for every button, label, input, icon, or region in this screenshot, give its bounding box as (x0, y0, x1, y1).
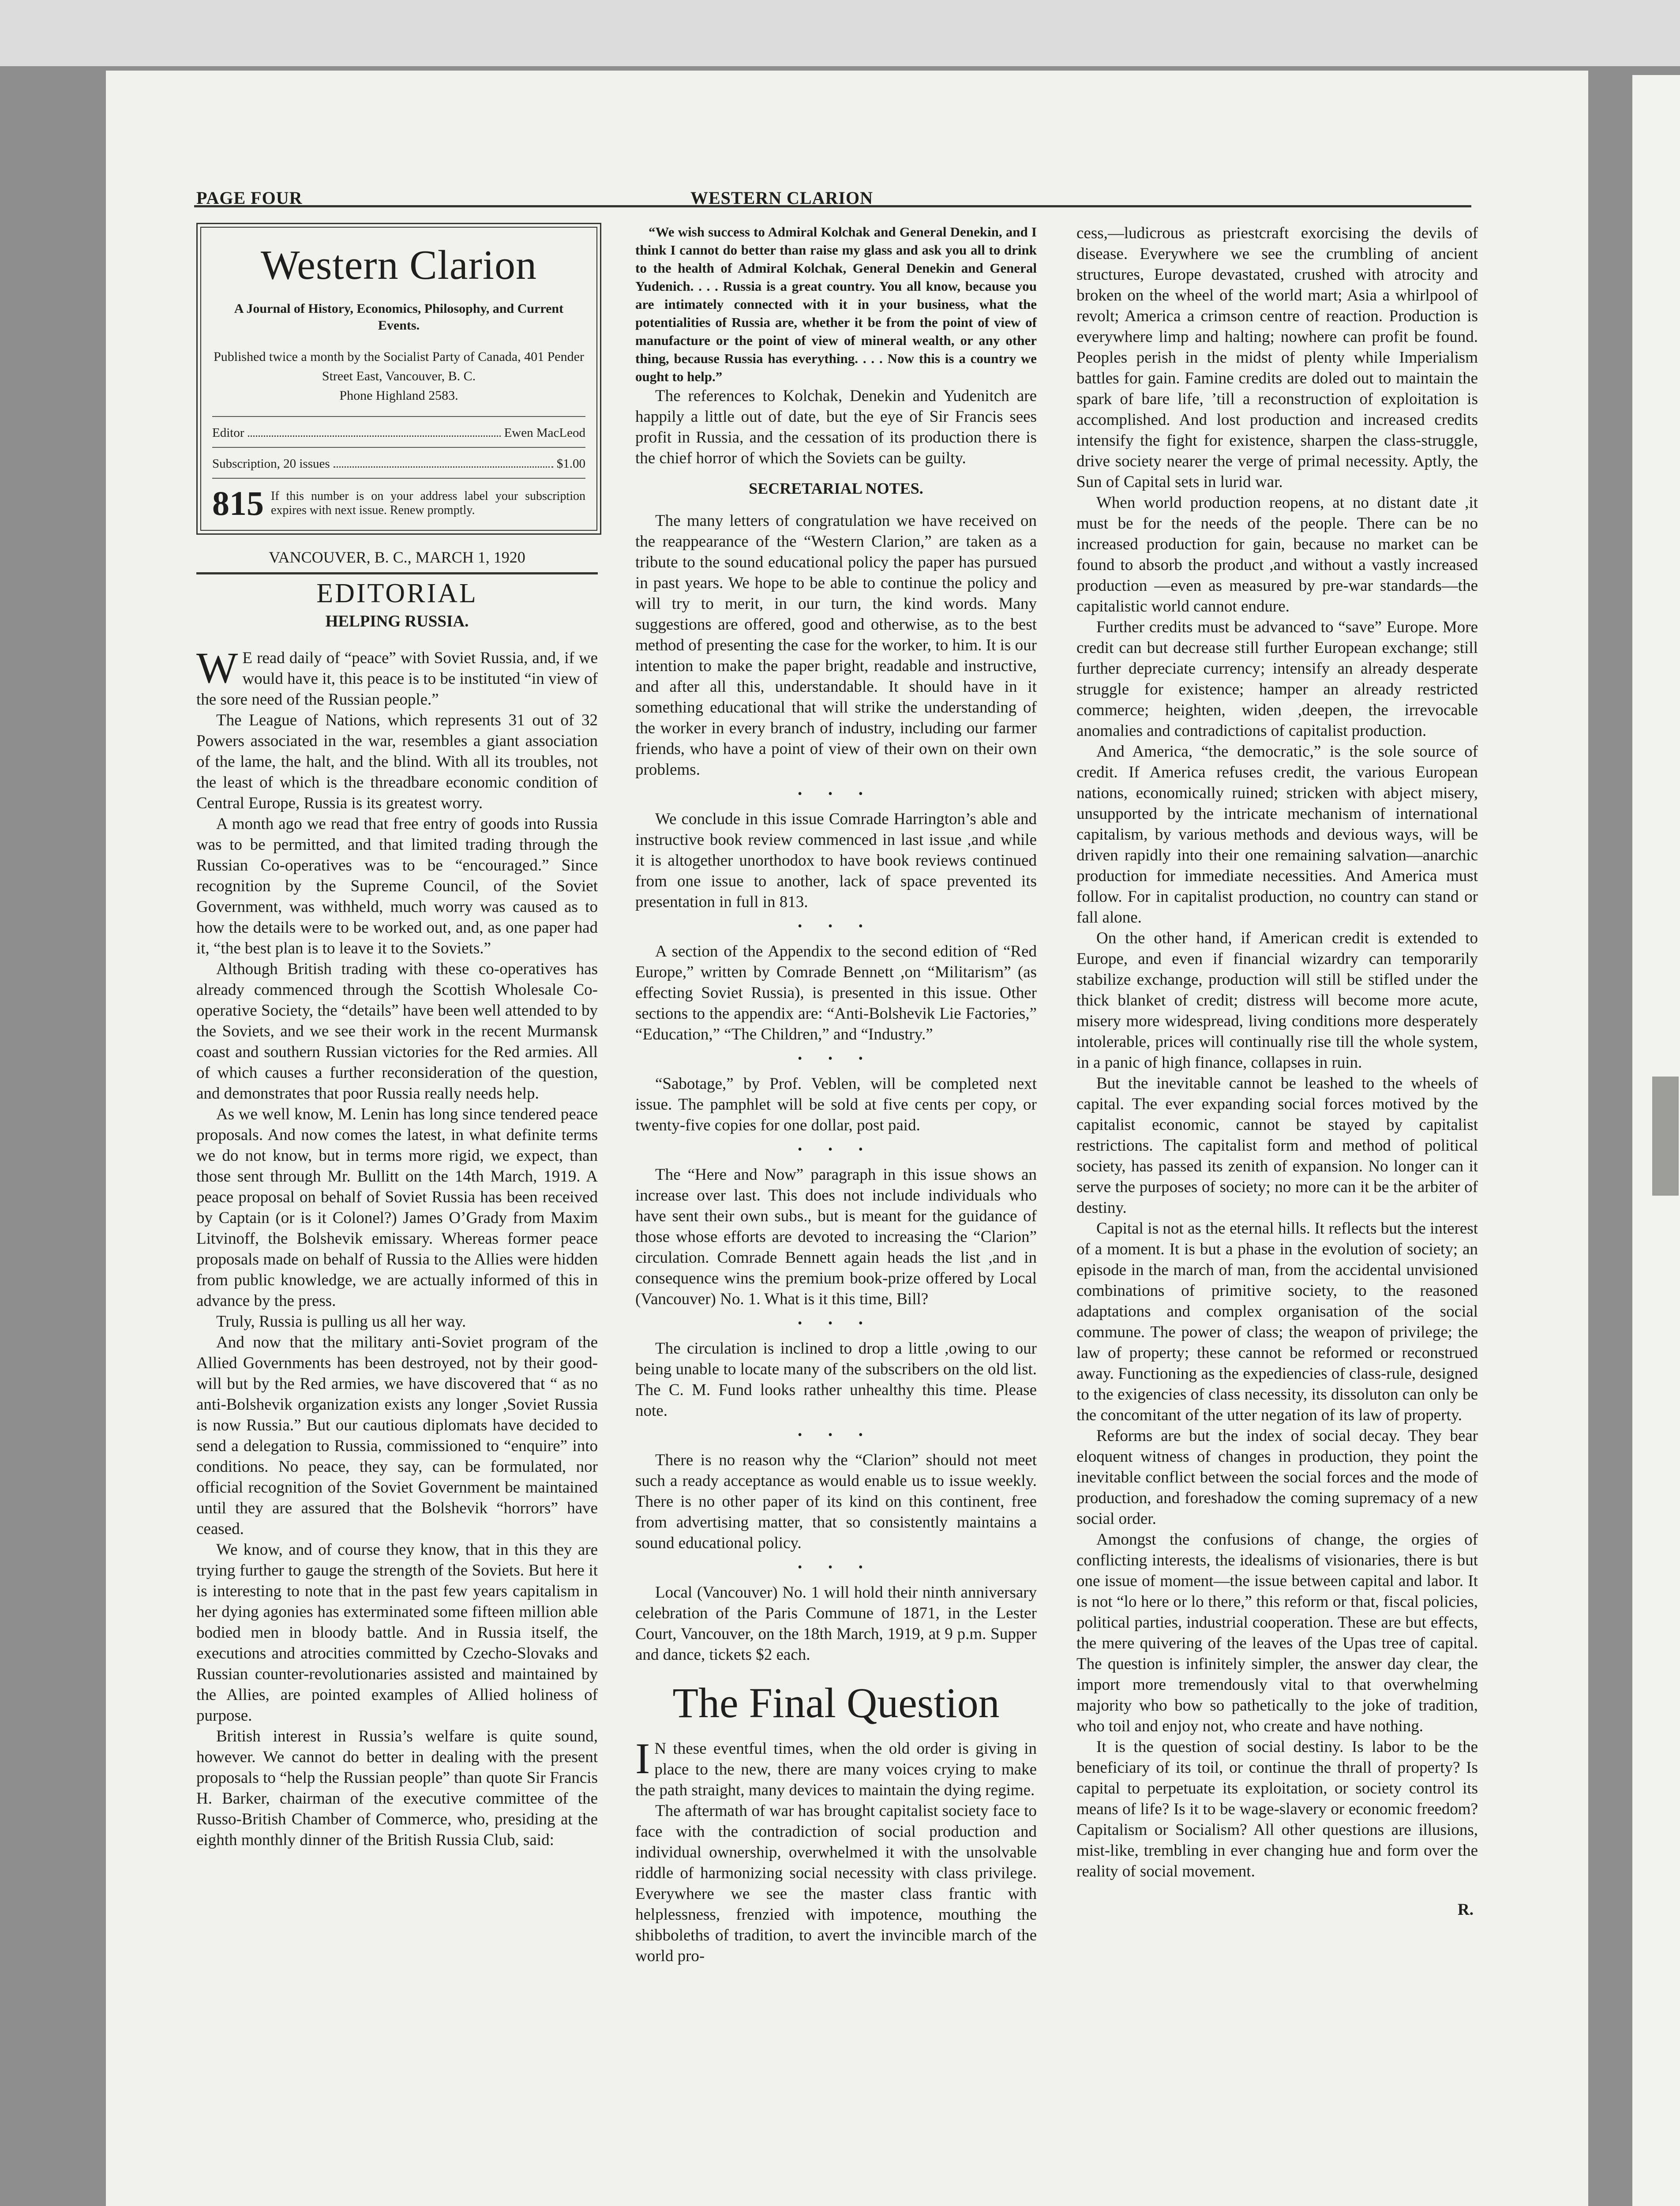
masthead-divider (212, 416, 585, 417)
final-question-paragraph: But the inevitable cannot be leashed to the wheels of capital. The ever expanding social forces motived by the capitalist economic, cannot be stayed by capitalist restrictions. The capitalist form and method of political society, has passed its zenith of expansion. No longer can it serve the purposes of society; no more can it be the arbiter of destiny. (1076, 1074, 1478, 1217)
final-question-paragraph: The aftermath of war has brought capitalist society face to face with the contradiction of social production and individual ownership, overwhelmed it with the unsolvable riddle of harmonizing social necessity with class privilege. Everywhere we see the master class frantic with helplessness, frenzied with impotence, mouthing the shibboleths of tradition, to avert the invincible march of the world pro- (635, 1802, 1037, 1965)
leader-dots (334, 458, 553, 468)
drop-cap: I (635, 1734, 650, 1783)
quote-text: “We wish success to Admiral Kolchak and General Denekin, and I think I cannot do better than raise my glass and ask you all to drink to the health of Admiral Kolchak, General Denekin and General Yudenich. . . . Russia is a great country. You all know, because you are intimately connected with it in your business, what the potentialities of Russia are, whether it be from the point of view of manufacture or the point of view of mineral wealth, or any other thing, because Russia has everything. . . . Now this is a country we ought to help.” (635, 224, 1037, 384)
masthead-subtitle: A Journal of History, Economics, Philosophy, and Current Events. (234, 301, 564, 333)
lead-text: E read daily of “peace” with Soviet Russia, and, if we would have it, this peace is to be instituted “in view of the sore need of the Russian people.” (196, 649, 598, 709)
section-divider: • • • (798, 787, 874, 801)
secretarial-note: A section of the Appendix to the second edition of “Red Europe,” written by Comrade Bennett ,on “Militarism” (as effecting Soviet Russia), is presented in this issue. Other sections to the appendix are: “Anti-Bolshevik Lie Factories,” “Education,” “The Children,” and “Industry.” (635, 942, 1037, 1043)
section-divider: • • • (798, 1052, 874, 1065)
editorial-paragraph: Although British trading with these co-operatives has already commenced through the Scottish Wholesale Co-operative Society, the “details” have been well attended to by the Soviets, and we see their work in the recent Murmansk coast and southern Russian victories for the Red armies. All of which causes a further reconsideration of the question, and demonstrates that poor Russia really needs help. (196, 960, 598, 1103)
masthead-divider (212, 478, 585, 479)
final-question-title: The Final Question (672, 1679, 1000, 1726)
masthead-divider (212, 447, 585, 448)
dateline-rule (196, 572, 598, 574)
final-question-paragraph: When world production reopens, at no distant date ,it must be for the needs of the people. There can be no increased production for gain, because no market can be found to absorb the product ,and without a vastly increased production —even as measured by pre-war standards—the capitalistic world cannot endure. (1076, 494, 1478, 615)
masthead-title: Western Clarion (260, 242, 537, 288)
masthead-publisher (212, 347, 585, 405)
column-1 (196, 223, 598, 1850)
section-divider: • • • (798, 1561, 874, 1574)
editor-label: Editor (212, 426, 244, 440)
subscription-price: $1.00 (556, 457, 585, 471)
secretarial-note: “Sabotage,” by Prof. Veblen, will be completed next issue. The pamphlet will be sold at five cents per copy, or twenty-five copies for one dollar, post paid. (635, 1075, 1037, 1134)
secretarial-note: The many letters of congratulation we have received on the reappearance of the “Western Clarion,” are taken as a tribute to the sound educational policy the paper has pursued in past years. We hope to be able to continue the policy and will try to merit, in our turn, the kind words. Many suggestions are offered, good and otherwise, as to the best method of presenting the case for the worker, to him. It is our intention to make the paper bright, readable and instructive, and after all this, understandable. It should have in it something educational that will strike the understanding of the worker in every branch of industry, including our farmer friends, who have a point of view of their own on their own problems. (635, 512, 1037, 779)
dateline: VANCOUVER, B. C., MARCH 1, 1920 (269, 548, 525, 566)
editor-name: Ewen MacLeod (504, 426, 585, 440)
subscription-row (212, 455, 585, 473)
final-question-paragraph: cess,—ludicrous as priestcraft exorcising the devils of disease. Everywhere we see the crumbling of ancient structures, Europe devastated, crushed with atrocity and broken on the wheel of the world mart; Asia a whirlpool of revolt; America a crimson centre of reaction. Production is everywhere limp and halting; nowhere can profit be found. Peoples perish in the midst of plenty while Imperialism battles for gain. Famine credits are doled out to maintain the spark of bare life, ’till a reconstruction of exploitation is accomplished. And lost production and increased credits intensify the fight for existence, sharpen the class-struggle, drive society nearer the verge of primal necessity. Aptly, the Sun of Capital sets in lurid war. (1076, 224, 1478, 491)
subscription-label: Subscription, 20 issues (212, 457, 330, 471)
editorial-closing: The references to Kolchak, Denekin and Yudenitch are happily a little out of date, but the eye of Sir Francis sees profit in Russia, and the cessation of its production there is the chief horror of which the Soviets can be guilty. (635, 387, 1037, 467)
final-question-paragraph: Reforms are but the index of social decay. They bear eloquent witness of changes in production, they point the inevitable conflict between the social forces and the mode of production, and foreshadow the coming supremacy of a new social order. (1076, 1427, 1478, 1528)
final-question-paragraph: Capital is not as the eternal hills. It reflects but the interest of a moment. It is but a phase in the evolution of society; an episode in the march of man, from the accidental unvisioned combinations of primitive society, to the reasoned adaptations and complex organisation of the social commune. The power of class; the weapon of privilege; the law of property; these cannot be reformed or reconstrued away. Functioning as the expediencies of class-rule, designed to the exigencies of class necessity, its dissoluton can only be the concomitant of the utter negation of its law of property. (1076, 1219, 1478, 1424)
lead-text: N these eventful times, when the old order is giving in place to the new, there are many voices crying to make the path straight, many devices to maintain the dying regime. (635, 1740, 1037, 1799)
publisher-text: Published twice a month by the Socialist Party of Canada, 401 Pender Street East, Vancouver, B. C. (214, 349, 584, 383)
issue-number: 815 (212, 484, 264, 522)
issue-number-block (212, 486, 585, 521)
editorial-title: HELPING RUSSIA. (325, 612, 469, 630)
author-signature: R. (1458, 1901, 1474, 1919)
binding-shadow-neighbor (1652, 1077, 1679, 1196)
editorial-paragraph: A month ago we read that free entry of goods into Russia was to be permitted, and that limited trading through the Russian Co-operatives was to be “encouraged.” Since recognition by the Supreme Council, of the Soviet Government, was withheld, much worry was caused as to how the details were to be worked out, and, as one paper had it, “the best plan is to leave it to the Soviets.” (196, 815, 598, 957)
column-3 (1076, 223, 1478, 1920)
issue-note: If this number is on your address label your subscription expires with next issue. Renew promptly. (271, 489, 585, 517)
editorial-heading: EDITORIAL (316, 578, 478, 608)
leader-dots (248, 428, 501, 437)
header-rule (194, 205, 1471, 207)
secretarial-note: The “Here and Now” paragraph in this issue shows an increase over last. This does not include individuals who have sent their own subs., but is meant for the guidance of those whose efforts are devoted to increasing the “Clarion” circulation. Comrade Bennett again heads the list ,and in consequence wins the premium book-prize offered by Local (Vancouver) No. 1. What is it this time, Bill? (635, 1166, 1037, 1308)
section-divider: • • • (798, 919, 874, 933)
editorial-lead-paragraph (196, 643, 598, 710)
scanner-background (0, 0, 1680, 66)
section-divider: • • • (798, 1143, 874, 1156)
running-title: WESTERN CLARION (690, 188, 873, 208)
editorial-paragraph: Truly, Russia is pulling us all her way. (216, 1313, 466, 1331)
final-question-paragraph: Amongst the confusions of change, the orgies of conflicting interests, the idealisms of visionaries, there is but one issue of moment—the issue between capital and labor. It is not “lo here or lo there,” this reform or that, fiscal policies, political parties, industrial cooperation. These are but effects, the mere quivering of the leaves of the Upas tree of capital. The question is infinitely simpler, the answer day clear, the import more tremendously vital to that overwhelming majority who bow so pathetically to the joke of tradition, who toil and enjoy not, who create and have nothing. (1076, 1531, 1478, 1735)
secretarial-note: We conclude in this issue Comrade Harrington’s able and instructive book review commenced in last issue ,and while it is altogether unorthodox to have book reviews continued from one issue to another, lack of space prevented its presentation in full in 813. (635, 810, 1037, 911)
secretarial-heading: SECRETARIAL NOTES. (749, 480, 923, 497)
final-question-lead (635, 1734, 1037, 1801)
masthead-box (196, 223, 601, 535)
final-question-paragraph: On the other hand, if American credit is extended to Europe, and even if financial wizardry can temporarily stabilize exchange, production will still be stifled under the thick blanket of credit; distress will become more acute, misery more widespread, living conditions more desperately intolerable, prices will continually rise till the whole system, in a panic of high finance, collapses in ruin. (1076, 929, 1478, 1072)
barker-quote (635, 223, 1037, 386)
page-number: PAGE FOUR (196, 188, 303, 208)
section-divider: • • • (798, 1428, 874, 1442)
final-question-paragraph: And America, “the democratic,” is the sole source of credit. If America refuses credit, the various European nations, economically ruined; stricken with abject misery, unsupported by the intricate mechanism of international capitalism, by various methods and devious ways, will be driven rapidly into their one remaining salvation—anarchic production for immediate necessities. And America must follow. For in capitalist production, no country can stand or fall alone. (1076, 743, 1478, 927)
editorial-paragraph: British interest in Russia’s welfare is quite sound, however. We cannot do better in dealing with the present proposals to “help the Russian people” than quote Sir Francis H. Barker, chairman of the executive committee of the Russo-British Chamber of Commerce, who, presiding at the eighth monthly dinner of the British Russia Club, said: (196, 1727, 598, 1849)
editor-row (212, 424, 585, 442)
phone-text: Phone Highland 2583. (339, 388, 458, 403)
secretarial-note: Local (Vancouver) No. 1 will hold their ninth anniversary celebration of the Paris Commune of 1871, in the Lester Court, Vancouver, on the 18th March, 1919, at 9 p.m. Supper and dance, tickets $2 each. (635, 1583, 1037, 1664)
editorial-paragraph: And now that the military anti-Soviet program of the Allied Governments has been destroyed, not by their good-will but by the Red armies, we have discovered that “ as no anti-Bolshevik organization exists any longer ,Soviet Russia is now Russia.” But our cautious diplomats have decided to send a delegation to Russia, commissioned to “enquire” into conditions. No peace, they say, can be formulated, nor official recognition of the Soviet Government be maintained until they are assured that the Bolshevik “horrors” have ceased. (196, 1333, 598, 1538)
final-question-paragraph: Further credits must be advanced to “save” Europe. More credit can but decrease still further European exchange; still further depreciate currency; intensify an already desperate struggle for existence; hamper an already restricted commerce; heighten, widen ,deepen, the irrevocable anomalies and contradictions of capitalist production. (1076, 618, 1478, 740)
section-divider: • • • (798, 1317, 874, 1330)
secretarial-note: There is no reason why the “Clarion” should not meet such a ready acceptance as would enable us to issue weekly. There is no other paper of its kind on this continent, free from advertising matter, that so consistently maintains a sound educational policy. (635, 1451, 1037, 1552)
editorial-paragraph: We know, and of course they know, that in this they are trying further to gauge the strength of the Soviets. But here it is interesting to note that in the past few years capitalism in her dying agonies has exterminated some fifteen million able bodied men in bloody battle. And in Russia itself, the executions and atrocities committed by Czecho-Slovaks and Russian counter-revolutionaries assisted and maintained by the Allies, are pointed examples of Allied holiness of purpose. (196, 1541, 598, 1725)
column-2 (635, 223, 1037, 1966)
secretarial-note: The circulation is inclined to drop a little ,owing to our being unable to locate many of the subscribers on the old list. The C. M. Fund looks rather unhealthy this time. Please note. (635, 1339, 1037, 1420)
drop-cap: W (196, 643, 238, 692)
editorial-paragraph: As we well know, M. Lenin has long since tendered peace proposals. And now comes the latest, in what definite terms we do not know, but in terms more rigid, we expect, than those sent through Mr. Bullitt on the 14th March, 1919. A peace proposal on behalf of Soviet Russia has been received by Captain (or is it Colonel?) James O’Grady from Maxim Litvinoff, the Bolshevik emissary. Whereas former peace proposals made on behalf of Russia to the Allies were hidden from public knowledge, we are actually informed of this in advance by the press. (196, 1105, 598, 1310)
final-question-paragraph: It is the question of social destiny. Is labor to be the beneficiary of its toil, or continue the thrall of property? Is capital to perpetuate its exploitation, or society control its means of life? Is it to be wage-slavery or economic freedom? Capitalism or Socialism? All other questions are illusions, mist-like, trembling in ever changing hue and form over the reality of social movement. (1076, 1738, 1478, 1880)
editorial-paragraph: The League of Nations, which represents 31 out of 32 Powers associated in the war, resembles a giant association of the lame, the halt, and the blind. With all its troubles, not the least of which is the threadbare economic condition of Central Europe, Russia is its greatest worry. (196, 711, 598, 812)
